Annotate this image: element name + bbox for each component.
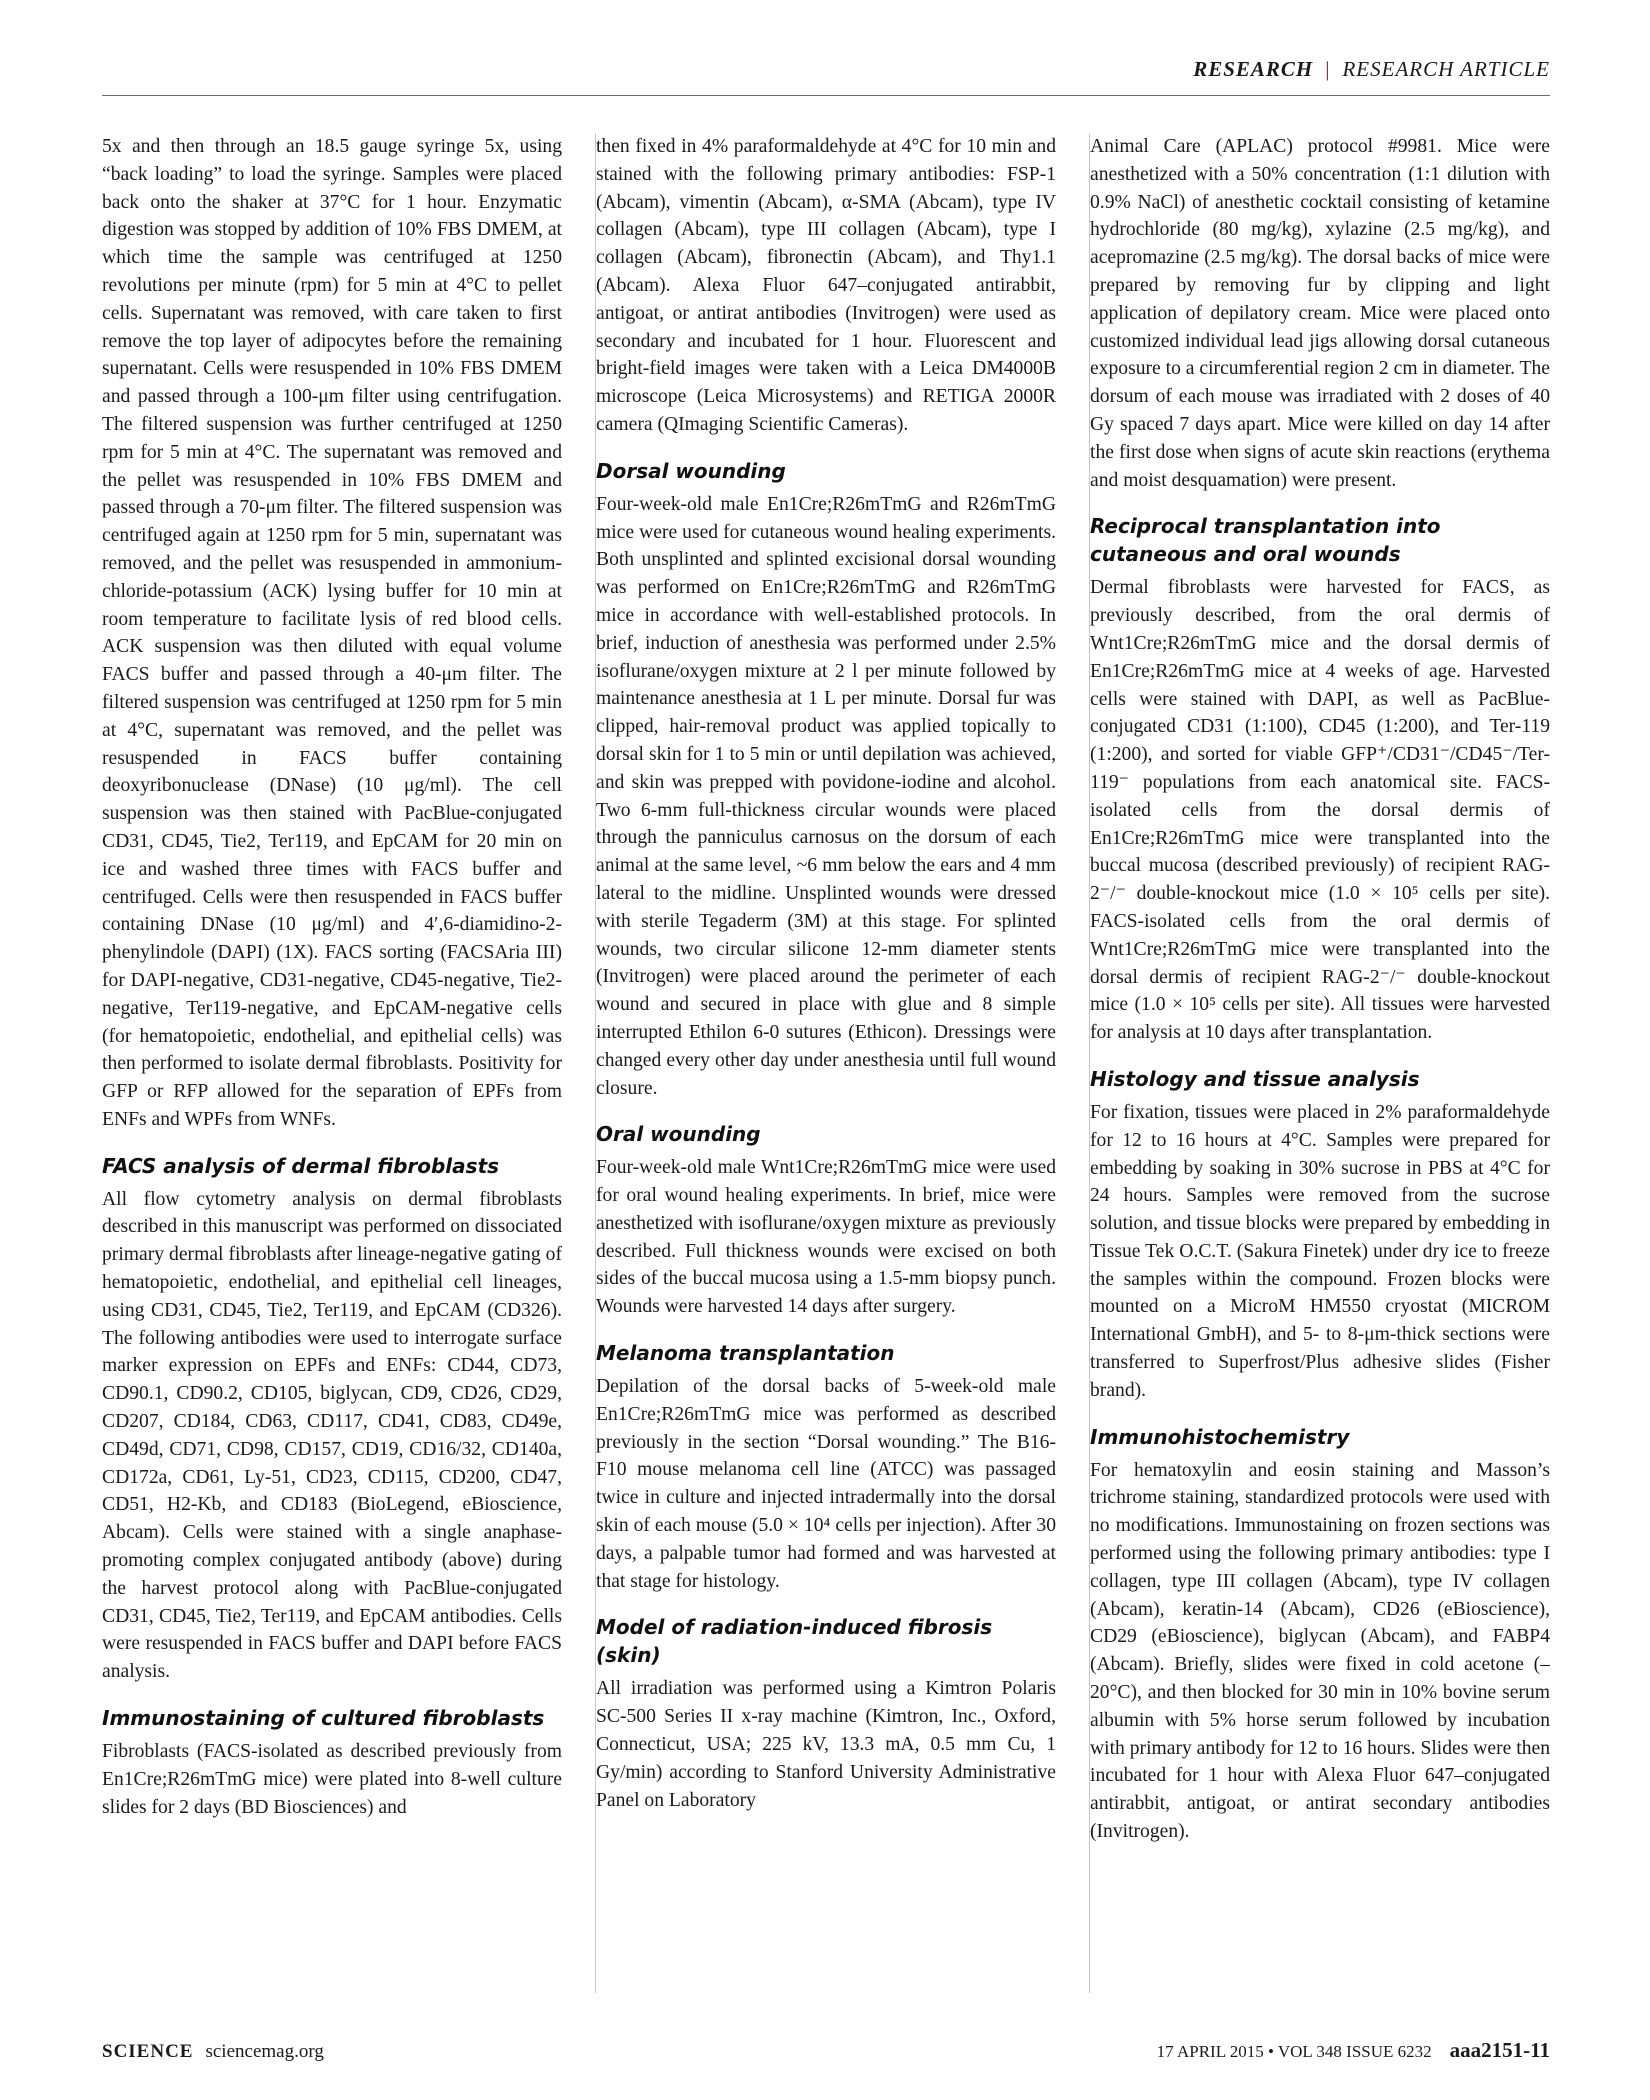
footer-page-number: aaa2151-11	[1449, 2038, 1550, 2062]
body-paragraph: Depilation of the dorsal backs of 5-week-old male En1Cre;R26mTmG mice was performed as described previously in the section “Dorsal wounding.” The B16-F10 mouse melanoma cell line (ATCC) was passaged twice in culture and injected intradermally into the dorsal skin of each mouse (5.0 × 10⁴ cells per injection). After 30 days, a palpable tumor had formed and was harvested at that stage for histology.	[596, 1376, 1056, 1592]
body-paragraph: 5x and then through an 18.5 gauge syringe 5x, using “back loading” to load the syringe. Samples were placed back onto the shaker at 37°C for 1 hour. Enzymatic digestion was stopped by addition of 10% FBS DMEM, at which time the sample was centrifuged at 1250 revolutions per minute (rpm) for 5 min at 4°C to pellet cells. Supernatant was removed, with care taken to first remove the top layer of adipocytes before the remaining supernatant. Cells were resuspended in 10% FBS DMEM and passed through a 100-μm filter using centrifugation. The filtered suspension was further centrifuged at 1250 rpm for 5 min at 4°C. The supernatant was removed and the pellet was resuspended in 10% FBS DMEM and passed through a 70-μm filter. The filtered suspension was centrifuged again at 1250 rpm for 5 min, supernatant was removed, and the pellet was resuspended in ammonium-chloride-potassium (ACK) lysing buffer for 10 min at room temperature to facilitate lysis of red blood cells. ACK suspension was then diluted with equal volume FACS buffer and passed through a 40-μm filter. The filtered suspension was centrifuged at 1250 rpm for 5 min at 4°C, supernatant was removed, and the pellet was resuspended in FACS buffer containing deoxyribonuclease (DNase) (10 μg/ml). The cell suspension was then stained with PacBlue-conjugated CD31, CD45, Tie2, Ter119, and EpCAM for 20 min on ice and washed three times with FACS buffer and centrifuged. Cells were then resuspended in FACS buffer containing DNase (10 μg/ml) and 4′,6-diamidino-2-phenylindole (DAPI) (1X). FACS sorting (FACSAria III) for DAPI-negative, CD31-negative, CD45-negative, Tie2-negative, Ter119-negative, and EpCAM-negative cells (for hematopoietic, endothelial, and epithelial cells) was then performed to isolate dermal fibroblasts. Positivity for GFP or RFP allowed for the separation of EPFs from ENFs and WPFs from WNFs.	[102, 136, 562, 1130]
body-columns	[102, 133, 1550, 1993]
section-heading: Dorsal wounding	[596, 458, 786, 483]
page-footer	[102, 2038, 1550, 2068]
section-heading: Oral wounding	[596, 1122, 761, 1147]
body-paragraph: Dermal fibroblasts were harvested for FACS, as previously described, from the oral dermis of Wnt1Cre;R26mTmG mice and the dorsal dermis of En1Cre;R26mTmG mice at 4 weeks of age. Harvested cells were stained with DAPI, as well as PacBlue-conjugated CD31 (1:100), CD45 (1:200), and Ter-119 (1:200), and sorted for viable GFP⁺/CD31⁻/CD45⁻/Ter-119⁻ populations from each anatomical site. FACS-isolated cells from the dorsal dermis of En1Cre;R26mTmG mice were transplanted into the buccal mucosa (described previously) of recipient RAG-2⁻/⁻ double-knockout mice (1.0 × 10⁵ cells per site). FACS-isolated cells from the oral dermis of Wnt1Cre;R26mTmG mice were transplanted into the dorsal dermis of recipient RAG-2⁻/⁻ double-knockout mice (1.0 × 10⁵ cells per site). All tissues were harvested for analysis at 10 days after transplantation.	[1090, 577, 1550, 1044]
column-3	[1089, 133, 1550, 1993]
section-heading: Model of radiation-induced fibrosis (skin)	[596, 1615, 993, 1668]
header-article-type: RESEARCH ARTICLE	[1342, 57, 1550, 81]
section-heading: FACS analysis of dermal fibroblasts	[102, 1153, 500, 1178]
section-heading: Immunohistochemistry	[1090, 1424, 1350, 1449]
body-paragraph: All irradiation was performed using a Kimtron Polaris SC-500 Series II x-ray machine (Kimtron, Inc., Oxford, Connecticut, USA; 225 kV, 13.3 mA, 0.5 mm Cu, 1 Gy/min) according to Stanford University Administrative Panel on Laboratory	[596, 1678, 1056, 1811]
column-1	[102, 133, 562, 1993]
header-separator: |	[1325, 57, 1331, 81]
body-paragraph: For hematoxylin and eosin staining and Masson’s trichrome staining, standardized protocols were used with no modifications. Immunostaining on frozen sections was performed using the following primary antibodies: type I collagen, type III collagen (Abcam), type IV collagen (Abcam), keratin-14 (Abcam), CD26 (eBioscience), CD29 (eBioscience), biglycan (Abcam), and FABP4 (Abcam). Briefly, slides were fixed in cold acetone (–20°C), and then blocked for 30 min in 10% bovine serum albumin with 5% horse serum followed by incubation with primary antibody for 12 to 16 hours. Slides were then incubated for 1 hour with Alexa Fluor 647–conjugated antirabbit, antigoat, or antirat secondary antibodies (Invitrogen).	[1090, 1459, 1550, 1843]
section-heading: Histology and tissue analysis	[1090, 1066, 1420, 1091]
header-section: RESEARCH	[1193, 57, 1314, 81]
section-heading: Reciprocal transplantation into cutaneous and oral wounds	[1090, 514, 1441, 567]
footer-issue: 17 APRIL 2015 • VOL 348 ISSUE 6232	[1156, 2042, 1432, 2061]
body-paragraph: Fibroblasts (FACS-isolated as described previously from En1Cre;R26mTmG mice) were plated into 8-well culture slides for 2 days (BD Biosciences) and	[102, 1741, 562, 1818]
section-heading: Melanoma transplantation	[596, 1341, 895, 1366]
body-paragraph: Four-week-old male En1Cre;R26mTmG and R26mTmG mice were used for cutaneous wound healing experiments. Both unsplinted and splinted excisional dorsal wounding was performed on En1Cre;R26mTmG and R26mTmG mice in accordance with well-established protocols. In brief, induction of anesthesia was performed under 2.5% isoflurane/oxygen mixture at 2 l per minute followed by maintenance anesthesia at 1 L per minute. Dorsal fur was clipped, hair-removal product was applied topically to dorsal skin for 1 to 5 min or until depilation was achieved, and skin was prepped with povidone-iodine and alcohol. Two 6-mm full-thickness circular wounds were placed through the panniculus carnosus on the dorsum of each animal at the same level, ~6 mm below the ears and 4 mm lateral to the midline. Unsplinted wounds were dressed with sterile Tegaderm (3M) at this stage. For splinted wounds, two circular silicone 12-mm diameter stents (Invitrogen) were placed around the perimeter of each wound and secured in place with glue and 8 simple interrupted Ethilon 6-0 sutures (Ethicon). Dressings were changed every other day under anesthesia until full wound closure.	[596, 493, 1056, 1099]
body-paragraph: All flow cytometry analysis on dermal fibroblasts described in this manuscript was performed on dissociated primary dermal fibroblasts after lineage-negative gating of hematopoietic, endothelial, and epithelial cell lineages, using CD31, CD45, Tie2, Ter119, and EpCAM (CD326). The following antibodies were used to interrogate surface marker expression on EPFs and ENFs: CD44, CD73, CD90.1, CD90.2, CD105, biglycan, CD9, CD26, CD29, CD207, CD184, CD63, CD117, CD41, CD83, CD49e, CD49d, CD71, CD98, CD157, CD19, CD16/32, CD140a, CD172a, CD61, Ly-51, CD23, CD115, CD200, CD47, CD51, H2-Kb, and CD183 (BioLegend, eBioscience, Abcam). Cells were stained with a single anaphase-promoting complex conjugated antibody (above) during the harvest protocol along with PacBlue-conjugated CD31, CD45, Tie2, Ter119, and EpCAM antibodies. Cells were resuspended in FACS buffer and DAPI before FACS analysis.	[102, 1188, 562, 1683]
footer-journal: SCIENCE	[102, 2041, 194, 2062]
body-paragraph: For fixation, tissues were placed in 2% paraformaldehyde for 12 to 16 hours at 4°C. Samples were prepared for embedding by soaking in 30% sucrose in PBS at 4°C for 24 hours. Samples were removed from the sucrose solution, and tissue blocks were prepared by embedding in Tissue Tek O.C.T. (Sakura Finetek) under dry ice to freeze the samples within the compound. Frozen blocks were mounted on a MicroM HM550 cryostat (MICROM International GmbH), and 5- to 8-μm-thick sections were transferred to Superfrost/Plus adhesive slides (Fisher brand).	[1090, 1101, 1550, 1401]
footer-site: sciencemag.org	[205, 2041, 324, 2062]
body-paragraph: Animal Care (APLAC) protocol #9981. Mice were anesthetized with a 50% concentration (1:1 dilution with 0.9% NaCl) of anesthetic cocktail consisting of ketamine hydrochloride (80 mg/kg), xylazine (2.5 mg/kg), and acepromazine (2.5 mg/kg). The dorsal backs of mice were prepared by removing fur by clipping and light application of depilatory cream. Mice were placed onto customized individual lead jigs allowing dorsal cutaneous exposure to a circumferential region 2 cm in diameter. The dorsum of each mouse was irradiated with 2 doses of 40 Gy spaced 7 days apart. Mice were killed on day 14 after the first dose when signs of acute skin reactions (erythema and moist desquamation) were present.	[1090, 136, 1550, 491]
header-rule	[102, 95, 1550, 96]
column-2	[595, 133, 1056, 1993]
section-heading: Immunostaining of cultured fibroblasts	[102, 1706, 545, 1731]
running-header	[102, 57, 1550, 87]
body-paragraph: Four-week-old male Wnt1Cre;R26mTmG mice were used for oral wound healing experiments. In brief, mice were anesthetized with isoflurane/oxygen mixture as previously described. Full thickness wounds were excised on both sides of the buccal mucosa using a 1.5-mm biopsy punch. Wounds were harvested 14 days after surgery.	[596, 1157, 1056, 1318]
body-paragraph: then fixed in 4% paraformaldehyde at 4°C for 10 min and stained with the following primary antibodies: FSP-1 (Abcam), vimentin (Abcam), α-SMA (Abcam), type IV collagen (Abcam), type III collagen (Abcam), type I collagen (Abcam), fibronectin (Abcam), and Thy1.1 (Abcam). Alexa Fluor 647–conjugated antirabbit, antigoat, or antirat antibodies (Invitrogen) were used as secondary and incubated for 1 hour. Fluorescent and bright-field images were taken with a Leica DM4000B microscope (Leica Microsystems) and RETIGA 2000R camera (QImaging Scientific Cameras).	[596, 136, 1056, 435]
